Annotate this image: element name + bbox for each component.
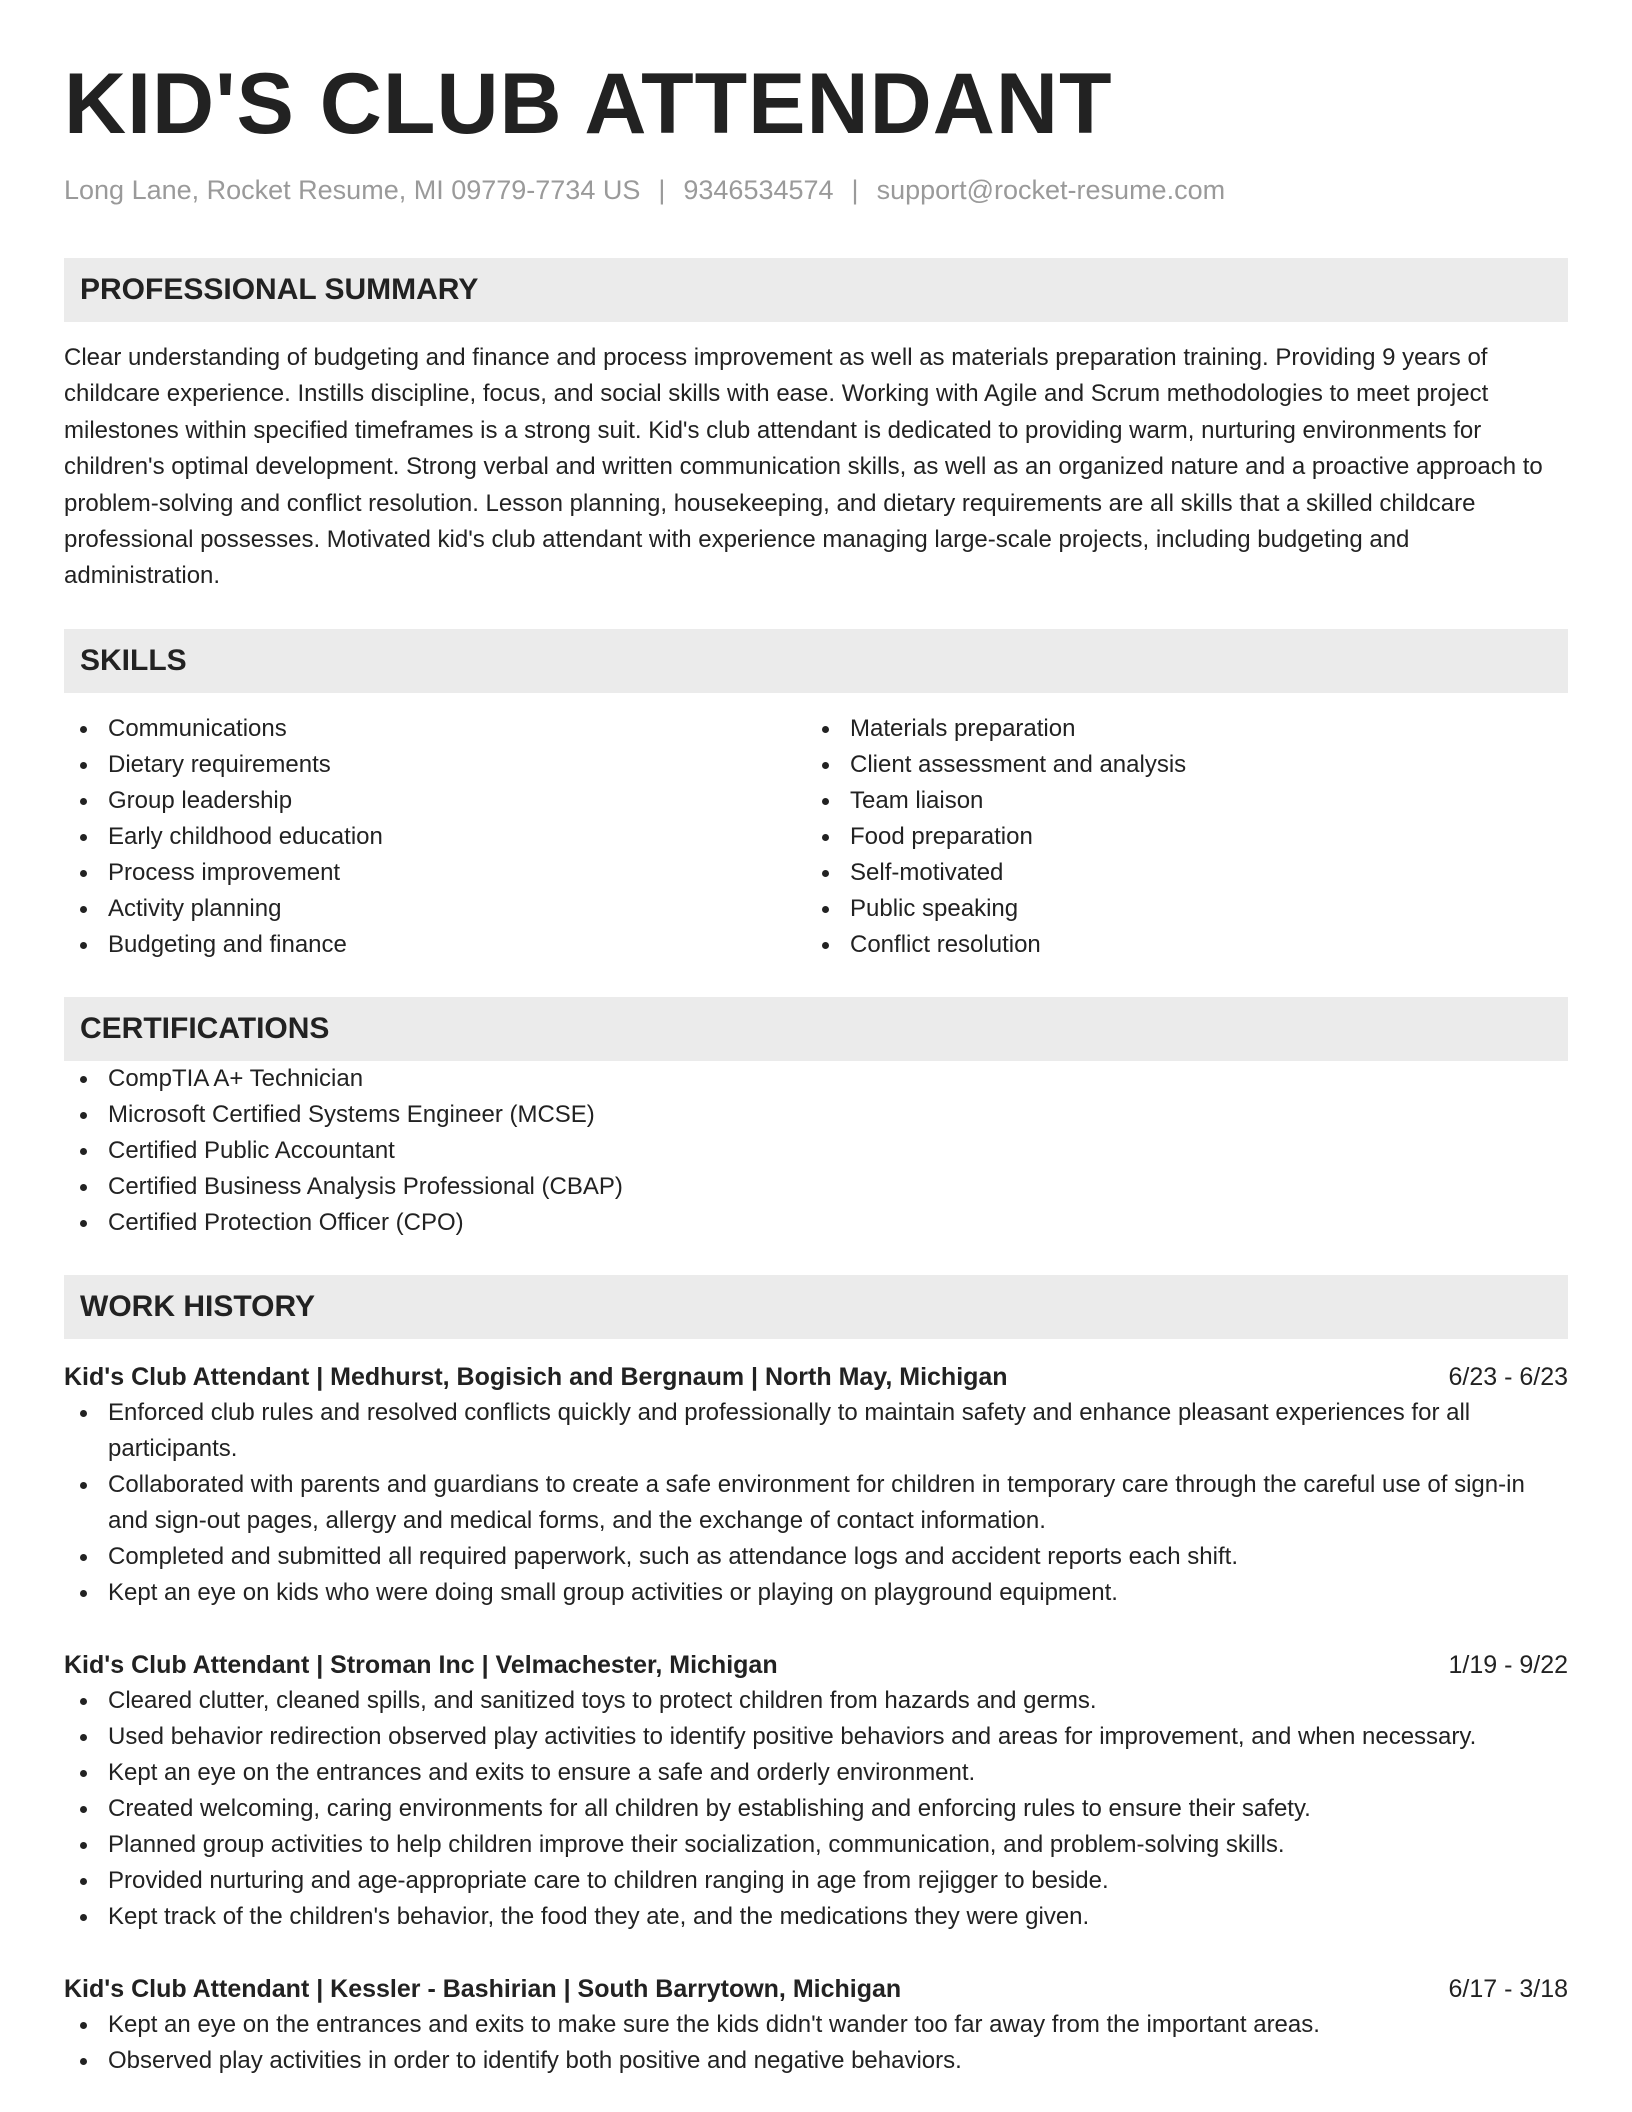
skill-item: Materials preparation <box>806 711 1548 747</box>
job-duty: Planned group activities to help children improve their socialization, communication, and problem-solving skills. <box>64 1827 1568 1863</box>
job-duty: Kept track of the children's behavior, the food they ate, and the medications they were given. <box>64 1899 1568 1935</box>
skill-item: Conflict resolution <box>806 927 1548 963</box>
contact-line <box>64 172 1568 208</box>
skill-item: Client assessment and analysis <box>806 747 1548 783</box>
job-duty: Observed play activities in order to identify both positive and negative behaviors. <box>64 2043 1568 2079</box>
job-dates: 6/23 - 6/23 <box>1448 1362 1568 1391</box>
skill-item: Process improvement <box>64 855 806 891</box>
job-duties <box>64 1683 1568 1935</box>
certification-item: Certified Public Accountant <box>64 1133 1568 1169</box>
skill-item: Food preparation <box>806 819 1548 855</box>
skills-list-left <box>64 711 806 963</box>
work-history-heading: WORK HISTORY <box>64 1275 1568 1339</box>
certification-item: Certified Business Analysis Professional (CBAP) <box>64 1169 1568 1205</box>
contact-separator: | <box>851 175 859 205</box>
job-duties <box>64 2007 1568 2079</box>
skill-item: Early childhood education <box>64 819 806 855</box>
skill-item: Team liaison <box>806 783 1548 819</box>
certification-item: CompTIA A+ Technician <box>64 1061 1568 1097</box>
job-duty: Enforced club rules and resolved conflicts quickly and professionally to maintain safety and enhance pleasant experiences for all participants. <box>64 1395 1568 1467</box>
contact-separator: | <box>658 175 666 205</box>
job-title: Kid's Club Attendant | Medhurst, Bogisich and Bergnaum | North May, Michigan <box>64 1362 1008 1391</box>
job-duty: Kept an eye on the entrances and exits to make sure the kids didn't wander too far away from the important areas. <box>64 2007 1568 2043</box>
resume-name: KID'S CLUB ATTENDANT <box>64 56 1113 152</box>
job-duty: Provided nurturing and age-appropriate care to children ranging in age from rejigger to beside. <box>64 1863 1568 1899</box>
contact-address: Long Lane, Rocket Resume, MI 09779-7734 US <box>64 175 641 205</box>
skill-item: Activity planning <box>64 891 806 927</box>
skills-grid <box>64 711 1568 963</box>
job-dates: 6/17 - 3/18 <box>1448 1974 1568 2003</box>
skill-item: Dietary requirements <box>64 747 806 783</box>
skills-column-left <box>64 711 806 963</box>
skills-column-right <box>806 711 1548 963</box>
skill-item: Group leadership <box>64 783 806 819</box>
certification-item: Microsoft Certified Systems Engineer (MCSE) <box>64 1097 1568 1133</box>
skills-heading: SKILLS <box>64 629 1568 693</box>
job-title: Kid's Club Attendant | Stroman Inc | Velmachester, Michigan <box>64 1650 778 1679</box>
skill-item: Self-motivated <box>806 855 1548 891</box>
job-dates: 1/19 - 9/22 <box>1448 1650 1568 1679</box>
job-duty: Used behavior redirection observed play activities to identify positive behaviors and areas for improvement, and when necessary. <box>64 1719 1568 1755</box>
job-duties <box>64 1395 1568 1611</box>
job-entry <box>64 1359 1568 1611</box>
job-duty: Kept an eye on kids who were doing small group activities or playing on playground equipment. <box>64 1575 1568 1611</box>
job-duty: Kept an eye on the entrances and exits to ensure a safe and orderly environment. <box>64 1755 1568 1791</box>
job-duty: Collaborated with parents and guardians to create a safe environment for children in temporary care through the careful use of sign-in and sign-out pages, allergy and medical forms, and the exchange of contact information. <box>64 1467 1568 1539</box>
certifications-list <box>64 1061 1568 1241</box>
summary-text: Clear understanding of budgeting and finance and process improvement as well as materials preparation training. Providing 9 years of childcare experience. Instills discipline, focus, and social skills with ease. Working with Agile and Scrum methodologies to meet project milestones within specified timeframes is a strong suit. Kid's club attendant is dedicated to providing warm, nurturing environments for children's optimal development. Strong verbal and written communication skills, as well as an organized nature and a proactive approach to problem-solving and conflict resolution. Lesson planning, housekeeping, and dietary requirements are all skills that a skilled childcare professional possesses. Motivated kid's club attendant with experience managing large-scale projects, including budgeting and administration. <box>64 344 1543 590</box>
skill-item: Budgeting and finance <box>64 927 806 963</box>
contact-phone: 9346534574 <box>683 175 834 205</box>
skills-list-right <box>806 711 1548 963</box>
job-header <box>64 1359 1568 1395</box>
job-entry <box>64 1647 1568 1935</box>
job-entry <box>64 1971 1568 2079</box>
job-title: Kid's Club Attendant | Kessler - Bashirian | South Barrytown, Michigan <box>64 1974 902 2003</box>
job-header <box>64 1647 1568 1683</box>
certifications-heading: CERTIFICATIONS <box>64 997 1568 1061</box>
job-duty: Created welcoming, caring environments for all children by establishing and enforcing rules to ensure their safety. <box>64 1791 1568 1827</box>
job-header <box>64 1971 1568 2007</box>
contact-email: support@rocket-resume.com <box>876 175 1226 205</box>
skill-item: Communications <box>64 711 806 747</box>
summary-heading: PROFESSIONAL SUMMARY <box>64 258 1568 322</box>
certification-item: Certified Protection Officer (CPO) <box>64 1205 1568 1241</box>
job-duty: Cleared clutter, cleaned spills, and sanitized toys to protect children from hazards and germs. <box>64 1683 1568 1719</box>
skill-item: Public speaking <box>806 891 1548 927</box>
job-duty: Completed and submitted all required paperwork, such as attendance logs and accident reports each shift. <box>64 1539 1568 1575</box>
